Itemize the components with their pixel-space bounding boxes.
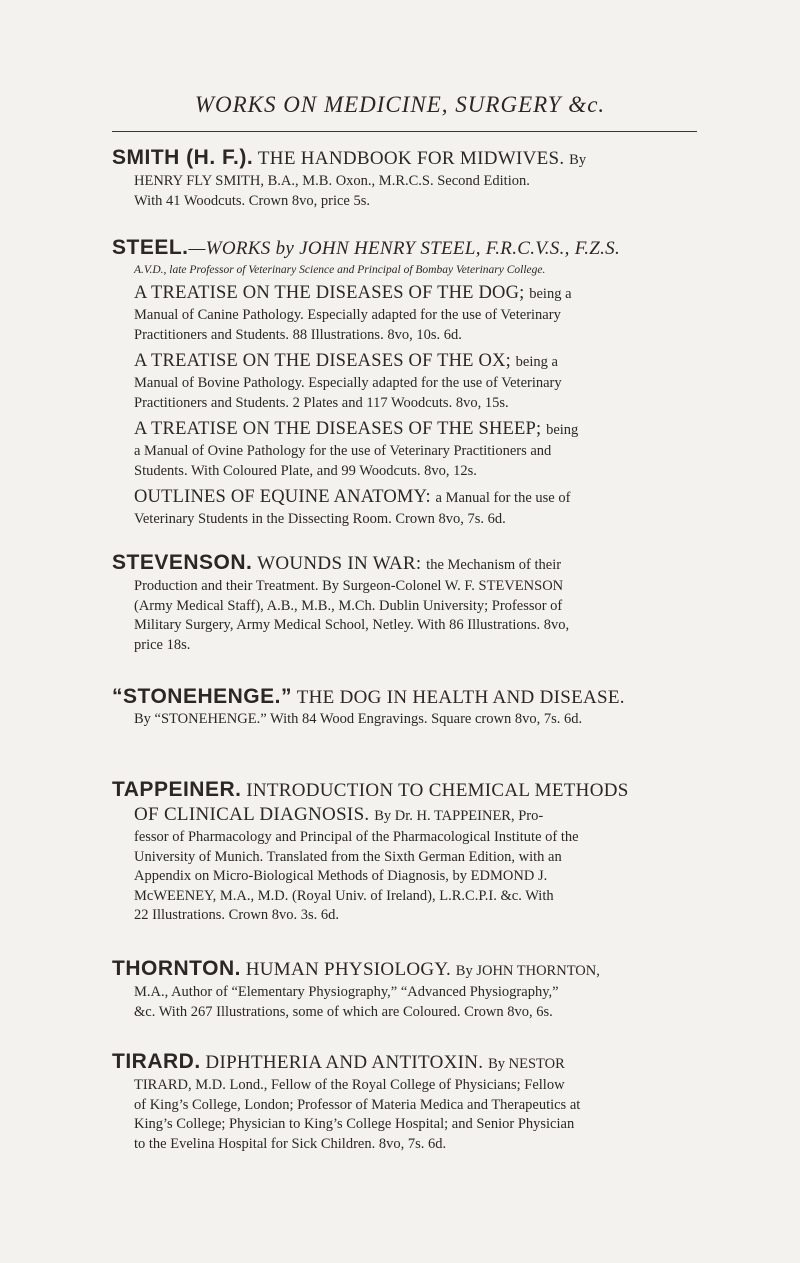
work-lead: being a <box>529 286 572 302</box>
entry-author: TIRARD. <box>112 1050 201 1073</box>
work-title: A TREATISE ON THE DISEASES OF THE SHEEP; <box>134 419 542 439</box>
entry-line: price 18s. <box>134 636 191 653</box>
entry-line: With 41 Woodcuts. Crown 8vo, price 5s. <box>134 192 371 209</box>
entry-title: —WORKS by JOHN HENRY STEEL, F.R.C.V.S., F.Z.S. <box>188 238 621 259</box>
work-title: A TREATISE ON THE DISEASES OF THE DOG; <box>134 283 525 303</box>
entry-title: WOUNDS IN WAR: <box>257 553 422 574</box>
entry-lead: the Mechanism of their <box>426 557 562 573</box>
entry-steel <box>112 236 722 530</box>
work-line: Veterinary Students in the Dissecting Room. Crown 8vo, 7s. 6d. <box>134 511 506 527</box>
work-line: Practitioners and Students. 2 Plates and 117 Woodcuts. 8vo, 15s. <box>134 394 509 411</box>
entry-line: King’s College; Physician to King’s College Hospital; and Senior Physician <box>134 1116 575 1132</box>
entry-lead: By NESTOR <box>488 1056 565 1072</box>
work-title: OUTLINES OF EQUINE ANATOMY: <box>134 487 431 507</box>
entry-line: &c. With 267 Illustrations, some of which are Coloured. Crown 8vo, 6s. <box>134 1003 553 1020</box>
work-lead: a Manual for the use of <box>435 490 571 506</box>
entry-line: fessor of Pharmacology and Principal of the Pharmacological Institute of the <box>134 829 579 845</box>
entry-stevenson <box>112 551 722 655</box>
entry-line: Production and their Treatment. By Surgeon-Colonel W. F. STEVENSON <box>134 578 564 594</box>
work-title: A TREATISE ON THE DISEASES OF THE OX; <box>134 351 511 371</box>
entry-title: INTRODUCTION TO CHEMICAL METHODS <box>246 780 629 801</box>
entry-title: DIPHTHERIA AND ANTITOXIN. <box>205 1052 484 1073</box>
entry-line: University of Munich. Translated from the Sixth German Edition, with an <box>134 848 562 865</box>
entry-tirard <box>112 1050 722 1154</box>
entry-author: TAPPEINER. <box>112 778 242 801</box>
work-lead: being <box>546 422 579 438</box>
entry-line: Military Surgery, Army Medical School, Netley. With 86 Illustrations. 8vo, <box>134 617 570 633</box>
entry-stonehenge <box>112 685 722 730</box>
entry-line: Appendix on Micro-Biological Methods of Diagnosis, by EDMOND J. <box>134 868 548 884</box>
work-line: Practitioners and Students. 88 Illustrations. 8vo, 10s. 6d. <box>134 326 462 343</box>
work-lead: being a <box>515 354 558 370</box>
entry-line: (Army Medical Staff), A.B., M.B., M.Ch. Dublin University; Professor of <box>134 597 563 614</box>
entry-line: TIRARD, M.D. Lond., Fellow of the Royal College of Physicians; Fellow <box>134 1077 565 1093</box>
work-line: Students. With Coloured Plate, and 99 Woodcuts. 8vo, 12s. <box>134 462 477 479</box>
entry-title: HUMAN PHYSIOLOGY. <box>245 959 452 980</box>
entry-lead: By Dr. H. TAPPEINER, Pro- <box>374 808 544 824</box>
entry-tappeiner <box>112 778 722 926</box>
work-line: Manual of Canine Pathology. Especially adapted for the use of Veterinary <box>134 307 561 323</box>
entry-author: “STONEHENGE.” <box>112 685 292 708</box>
entry-line: of King’s College, London; Professor of Materia Medica and Therapeutics at <box>134 1096 581 1113</box>
entry-thornton <box>112 957 722 1022</box>
entry-author: SMITH (H. F.). <box>112 146 254 169</box>
work-line: Manual of Bovine Pathology. Especially adapted for the use of Veterinary <box>134 375 562 391</box>
entry-author: STEEL. <box>112 236 189 259</box>
entry-line: By “STONEHENGE.” With 84 Wood Engravings. Square crown 8vo, 7s. 6d. <box>134 711 583 727</box>
entry-line: M.A., Author of “Elementary Physiography,” “Advanced Physiography,” <box>134 984 559 1000</box>
entry-title-cont: OF CLINICAL DIAGNOSIS. <box>134 804 370 825</box>
entry-line: to the Evelina Hospital for Sick Children. 8vo, 7s. 6d. <box>134 1135 447 1152</box>
author-affiliation: A.V.D., late Professor of Veterinary Science and Principal of Bombay Veterinary College. <box>134 264 546 276</box>
entry-smith <box>112 146 722 211</box>
entry-lead: By JOHN THORNTON, <box>455 963 600 979</box>
work-line: a Manual of Ovine Pathology for the use of Veterinary Practitioners and <box>134 443 552 459</box>
entry-title: THE HANDBOOK FOR MIDWIVES. <box>257 148 565 169</box>
entry-title: THE DOG IN HEALTH AND DISEASE. <box>296 687 625 708</box>
entry-author: STEVENSON. <box>112 551 253 574</box>
entry-line: HENRY FLY SMITH, B.A., M.B. Oxon., M.R.C.S. Second Edition. <box>134 173 530 189</box>
entry-line: McWEENEY, M.A., M.D. (Royal Univ. of Ireland), L.R.C.P.I. &c. With <box>134 887 554 904</box>
entry-line: 22 Illustrations. Crown 8vo. 3s. 6d. <box>134 907 340 923</box>
entry-author: THORNTON. <box>112 957 241 980</box>
header-rule <box>112 131 697 132</box>
running-head: WORKS ON MEDICINE, SURGERY &c. <box>194 92 606 117</box>
entry-lead: By <box>569 152 587 168</box>
